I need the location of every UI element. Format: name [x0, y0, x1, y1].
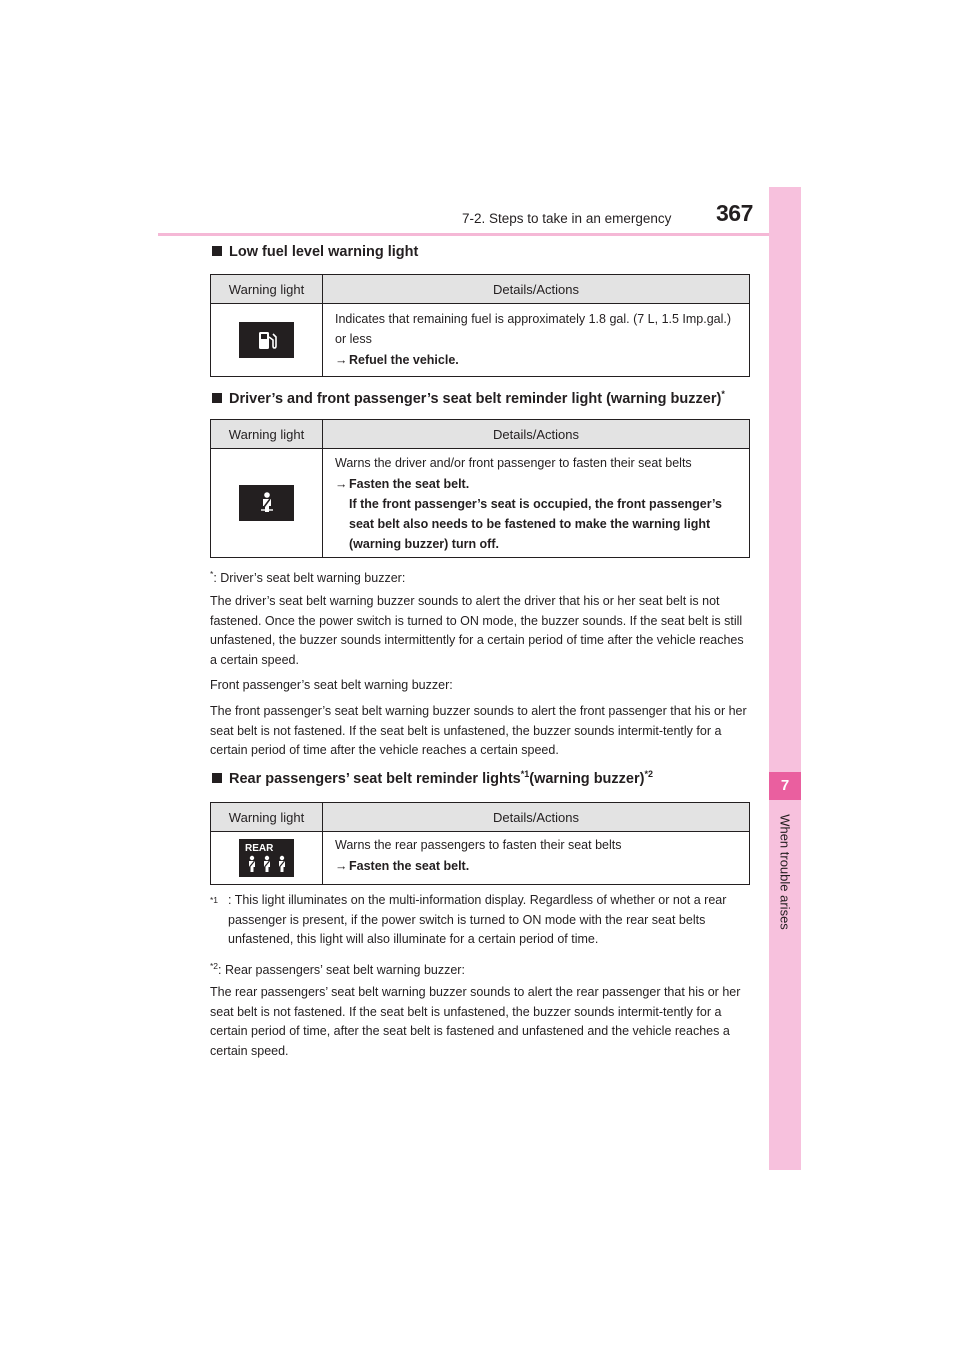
footnote-label: : Driver’s seat belt warning buzzer: [213, 571, 406, 586]
col-warning-light: Warning light [211, 275, 323, 303]
table-header-row [211, 420, 749, 449]
table-header-row [211, 275, 749, 304]
details-cell [323, 832, 749, 884]
action-item [335, 856, 743, 876]
footnote-mark: *2 [644, 769, 653, 779]
low-fuel-heading [212, 244, 418, 260]
col-details-actions: Details/Actions [493, 426, 579, 442]
col-warning-light: Warning light [211, 420, 323, 448]
action-text: Refuel the vehicle. [349, 353, 459, 367]
fuel-pump-icon [239, 322, 294, 358]
rear-footnote-1 [210, 891, 750, 950]
icon-cell [211, 304, 323, 376]
bullet-square-icon [212, 246, 222, 256]
chapter-title: When trouble arises [777, 814, 793, 930]
col-details-actions: Details/Actions [493, 809, 579, 825]
bullet-square-icon [212, 773, 222, 783]
arrow-icon: → [335, 477, 348, 491]
action-item [335, 350, 743, 370]
rear-seat-belt-icon [239, 839, 294, 877]
arrow-icon: → [335, 353, 348, 367]
front-belt-table [210, 419, 750, 558]
passenger-buzzer-paragraph: The front passenger’s seat belt warning buzzer sounds to alert the front passenger that his or her seat belt is not fastened. If the seat belt is unfastened, the buzzer sounds intermit-tently for a certain period of time after the vehicle reaches a certain speed. [210, 704, 747, 757]
driver-buzzer-paragraph: The driver’s seat belt warning buzzer sounds to alert the driver that his or her seat belt is not fastened. Once the power switch is turned to ON mode, the buzzer sounds. If the seat belt is still unfastened, the buzzer sounds intermittently for a certain period of time after the vehicle reaches a certain speed. [210, 594, 744, 667]
front-belt-heading [212, 389, 725, 407]
front-belt-title: Driver’s and front passenger’s seat belt reminder light (warning buzzer) [229, 390, 722, 407]
low-fuel-table [210, 274, 750, 377]
action-text [349, 474, 743, 554]
footnote-mark-wrap [210, 891, 228, 950]
details-cell [323, 304, 749, 376]
action-line-2: If the front passenger’s seat is occupied, the front passenger’s seat belt also needs to be fastened to make the warning light (warning buzzer) turn off. [349, 497, 723, 551]
seat-belt-icon [239, 485, 294, 521]
details-text: Warns the rear passengers to fasten their seat belts [335, 838, 622, 852]
footnote-mark: * [721, 389, 725, 399]
bullet-square-icon [212, 393, 222, 403]
action-line-1: Fasten the seat belt. [349, 477, 470, 491]
footnote-mark: *1 [520, 769, 530, 779]
chapter-side-tab [769, 187, 801, 1170]
footnote-text: : This light illuminates on the multi-information display. Regardless of whether or not a rear passenger is present, if the power switch is turned to ON mode with the rear seat belts unfastened, this light will also illuminate for a certain period of time. [228, 893, 727, 946]
icon-cell [211, 832, 323, 884]
icon-cell [211, 449, 323, 557]
table-row [211, 304, 749, 376]
rear-icon-label: REAR [245, 842, 274, 854]
col-details-actions: Details/Actions [493, 281, 579, 297]
low-fuel-title: Low fuel level warning light [229, 244, 419, 260]
rear-belt-title-part2: (warning buzzer) [529, 770, 645, 787]
footnote-mark: *1 [210, 895, 219, 905]
rear-belt-table [210, 802, 750, 885]
header-rule [158, 233, 770, 236]
arrow-icon: → [335, 859, 348, 873]
footnote-mark: *2 [210, 961, 219, 971]
table-row [211, 449, 749, 557]
table-header-row [211, 803, 749, 832]
front-footnote [210, 565, 750, 589]
rear-belt-heading [212, 769, 653, 787]
details-text: Warns the driver and/or front passenger to fasten their seat belts [335, 456, 692, 470]
details-text: Indicates that remaining fuel is approximately 1.8 gal. (7 L, 1.5 Imp.gal.) or less [335, 312, 732, 346]
details-cell [323, 449, 749, 557]
action-text: Fasten the seat belt. [349, 859, 470, 873]
footnote-mark: * [210, 569, 214, 579]
footnote-hang [210, 891, 750, 950]
section-label: 7-2. Steps to take in an emergency [462, 211, 672, 226]
rear-belt-title-part1: Rear passengers’ seat belt reminder lights [229, 770, 521, 787]
table-row [211, 832, 749, 884]
rear-footnote-2 [210, 957, 750, 981]
page-number: 367 [716, 200, 753, 226]
chapter-number: 7 [769, 772, 801, 800]
footnote-label: : Rear passengers’ seat belt warning buzzer: [218, 963, 465, 978]
passenger-buzzer-label: Front passenger’s seat belt warning buzzer: [210, 678, 453, 692]
rear-buzzer-paragraph: The rear passengers’ seat belt warning buzzer sounds to alert the rear passenger that his or her seat belt is not fastened. If the seat belt is unfastened, the buzzer sounds intermit-tently for a certain period of time, after the seat belt is fastened and unfastened and the vehicle reaches a certain speed. [210, 985, 741, 1058]
action-item [335, 474, 743, 554]
col-warning-light: Warning light [211, 803, 323, 831]
